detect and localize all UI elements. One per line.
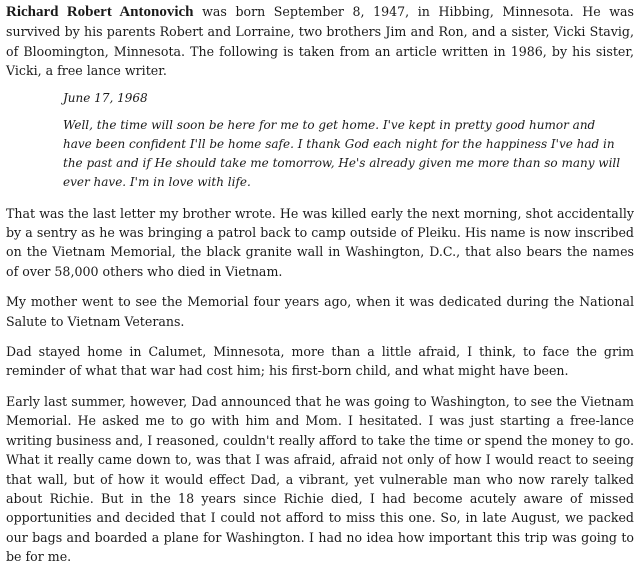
- intro-text: was born September 8, 1947, in Hibbing, Minnesota. He was survived by his parents Robert and Lorraine, two brothers Jim and Ron, and a sister, Vicki Stavig, of Bloomington, Minnesota. The following is taken from an article written in 1986, by his sister, Vicki, a free lance writer.: [6, 4, 634, 79]
- document-page: [6, 2, 634, 567]
- paragraph-dad-stayed-home: Dad stayed home in Calumet, Minnesota, more than a little afraid, I think, to face the grim reminder of what that war had cost him; his first-born child, and what might have been.: [6, 344, 634, 379]
- subject-name: Richard Robert Antonovich: [6, 4, 194, 20]
- paragraph-last-letter: That was the last letter my brother wrote. He was killed early the next morning, shot accidentally by a sentry as he was bringing a patrol back to camp outside of Pleiku. His name is now inscribed on the Vietnam Memorial, the black granite wall in Washington, D.C., that also bears the names of over 58,000 others who died in Vietnam.: [6, 205, 634, 279]
- paragraph-memorial-visit: My mother went to see the Memorial four years ago, when it was dedicated during the National Salute to Vietnam Veterans.: [6, 294, 634, 329]
- letter-date: June 17, 1968: [63, 90, 148, 105]
- paragraph-trip-decision: Early last summer, however, Dad announced that he was going to Washington, to see the Vietnam Memorial. He asked me to go with him and Mom. I hesitated. I was just starting a free-lance writing business and, I reasoned, couldn't really afford to take the time or spend the money to go. What it really came down to, was that I was afraid, afraid not only of how I would react to seeing that wall, but of how it would effect Dad, a vibrant, yet vulnerable man who now rarely talked about Richie. But in the 18 years since Richie died, I had become acutely aware of missed opportunities and decided that I could not afford to miss this one. So, in late August, we packed our bags and boarded a plane for Washington. I had no idea how important this trip was going to be for me.: [6, 393, 634, 565]
- letter-body: Well, the time will soon be here for me to get home. I've kept in pretty good humor and have been confident I'll be home safe. I thank God each night for the happiness I've had in the past and if He should take me tomorrow, He's already given me more than so many will ever have. I'm in love with life.: [63, 117, 621, 190]
- intro-paragraph: [6, 2, 634, 81]
